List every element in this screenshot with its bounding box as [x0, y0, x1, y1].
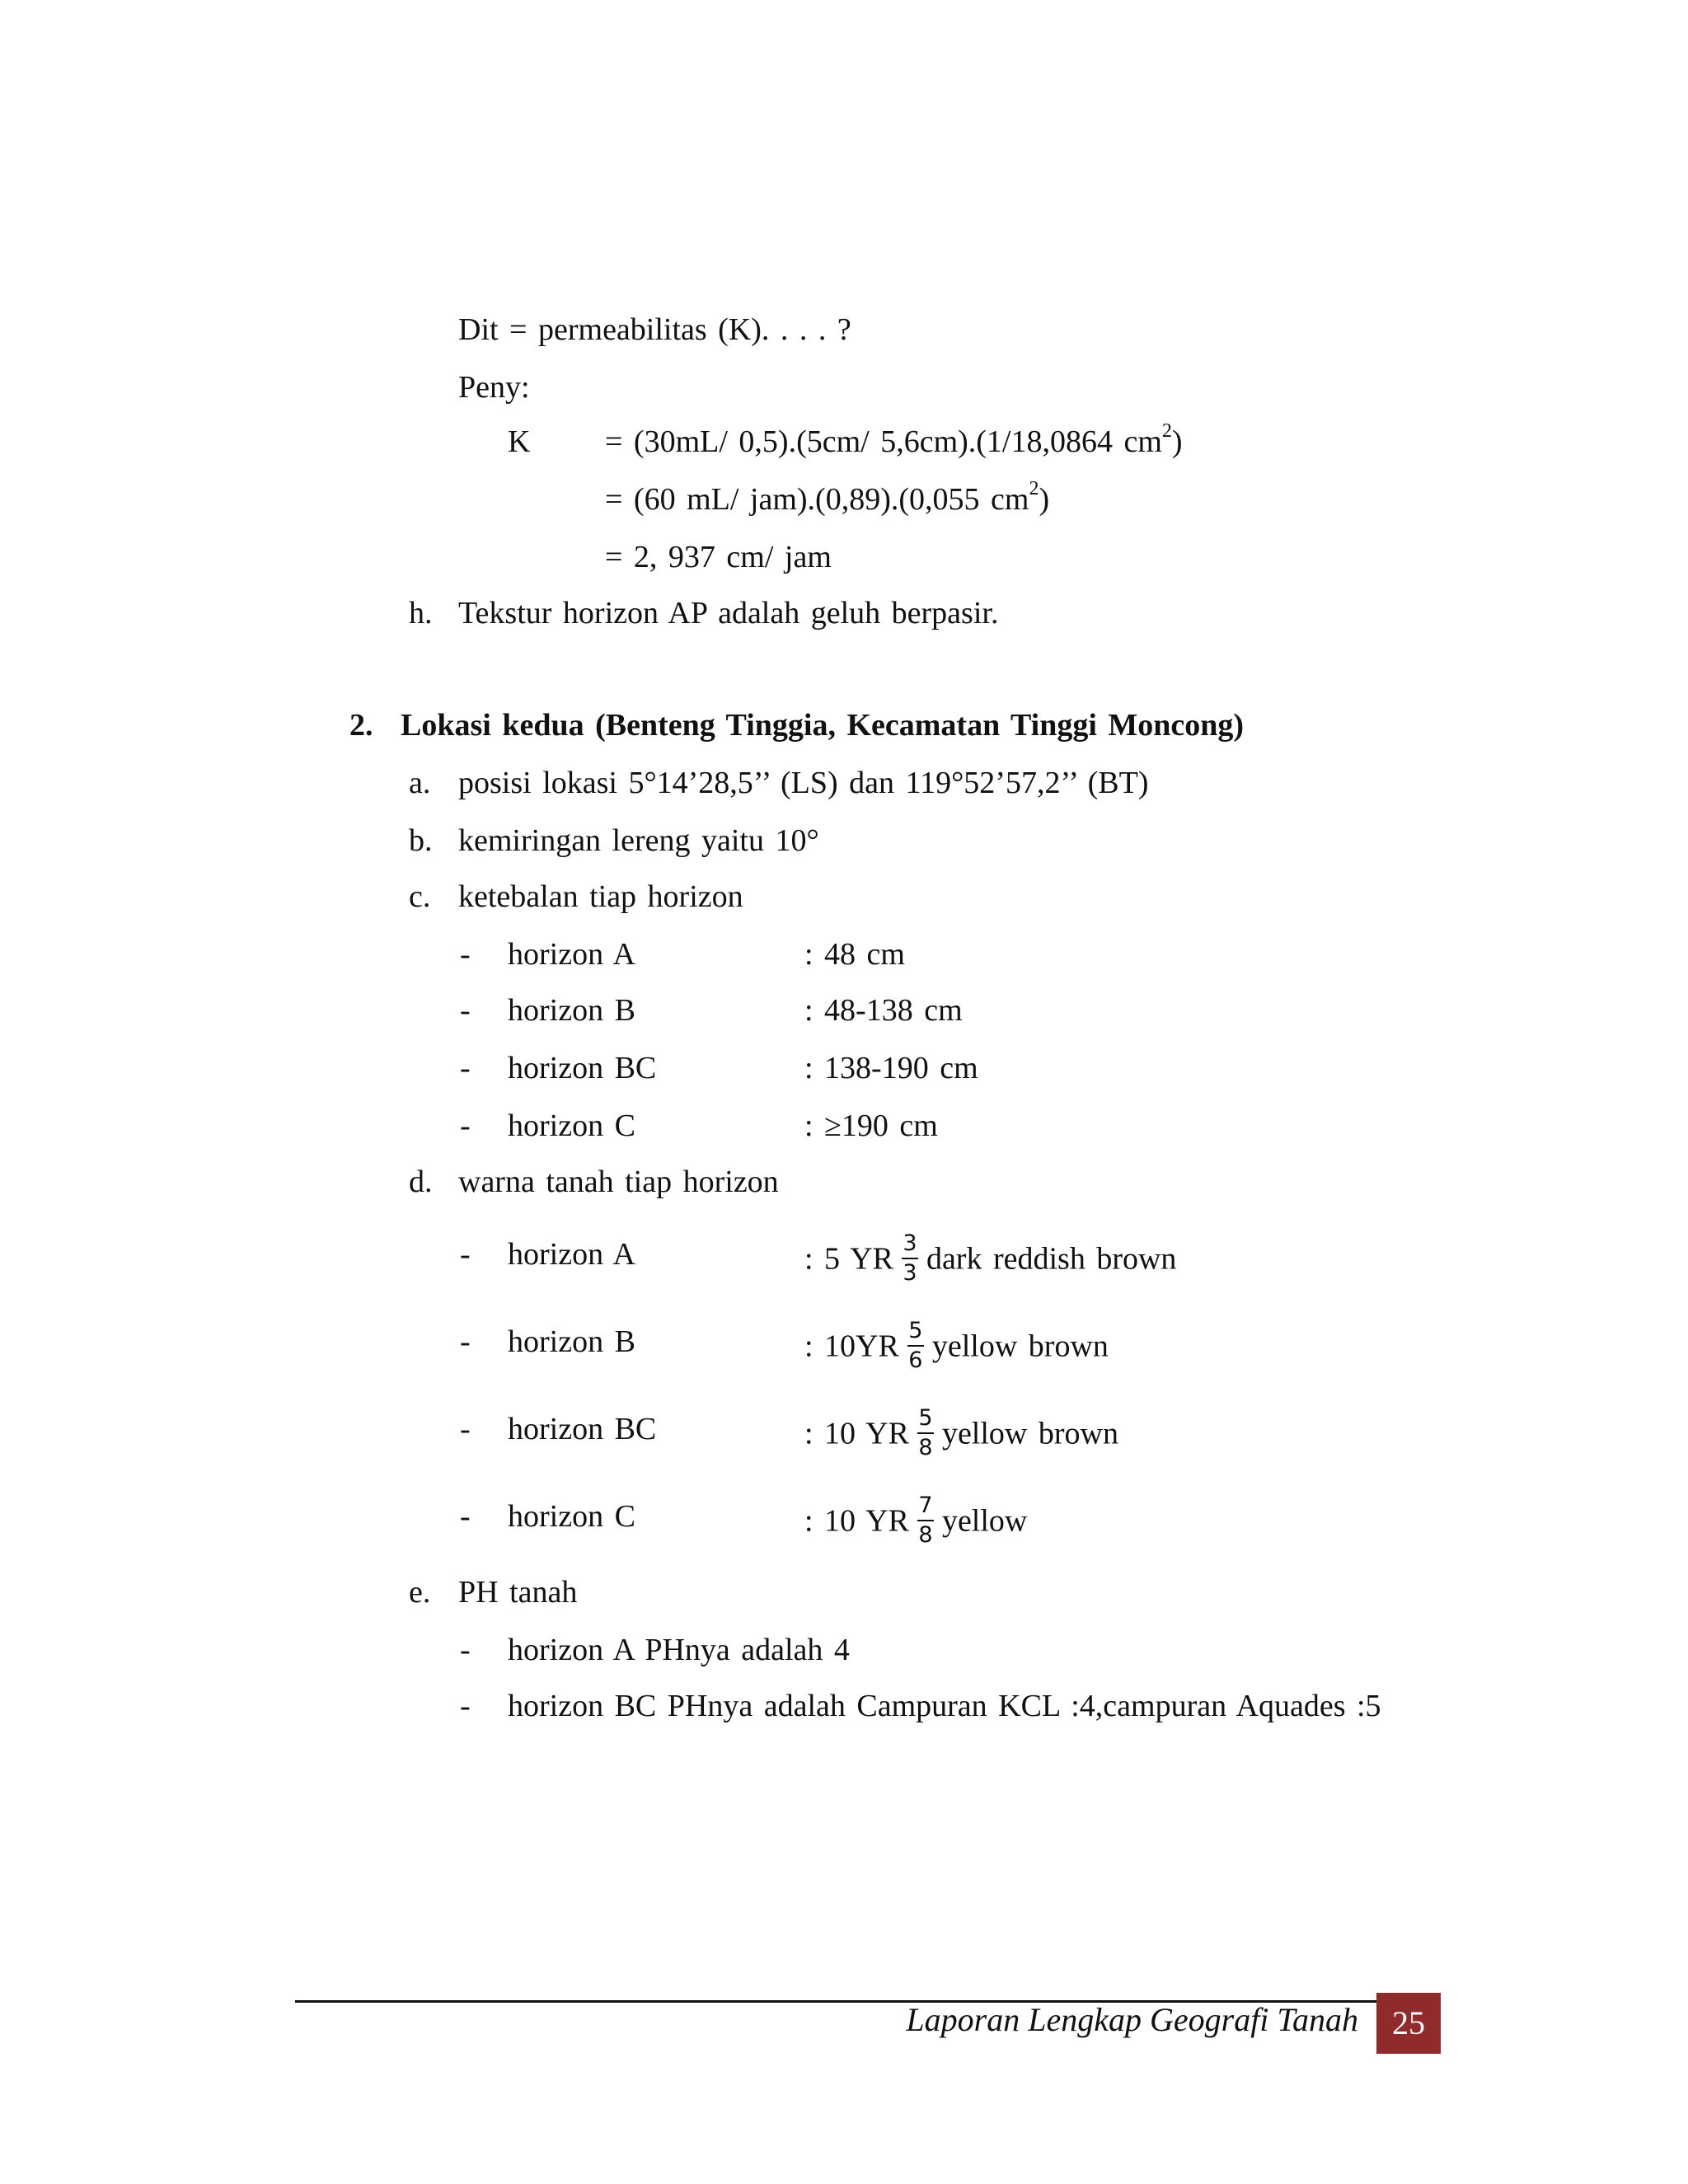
color-value [804, 1318, 1109, 1376]
calc-close: ) [1039, 482, 1050, 517]
calc-line-3: = 2, 937 cm/ jam [605, 540, 832, 574]
item-c-marker: c. [409, 879, 431, 914]
item-h-text: Tekstur horizon AP adalah geluh berpasir. [458, 596, 999, 630]
color-dash: - [460, 1324, 471, 1359]
fraction-numerator: 7 [918, 1493, 933, 1518]
thickness-value: : 138-190 cm [804, 1051, 978, 1085]
calc-close: ) [1171, 424, 1183, 459]
fraction-numerator: 5 [918, 1405, 933, 1431]
ph-text: horizon BC PHnya adalah Campuran KCL :4,campuran Aquades :5 [508, 1689, 1381, 1723]
section-2-title: Lokasi kedua (Benteng Tinggia, Kecamatan Tinggi Moncong) [401, 708, 1245, 743]
thickness-dash: - [460, 1108, 471, 1143]
item-e-text: PH tanah [458, 1575, 578, 1610]
thickness-value: : 48-138 cm [804, 993, 963, 1028]
color-dash: - [460, 1412, 471, 1446]
munsell-hue: : 10 YR [804, 1503, 909, 1539]
thickness-dash: - [460, 937, 471, 972]
munsell-fraction [907, 1319, 924, 1373]
item-h-marker: h. [409, 596, 433, 630]
thickness-label: horizon BC [508, 1051, 657, 1085]
fraction-denominator: 3 [903, 1260, 917, 1286]
fraction-denominator: 8 [918, 1522, 933, 1548]
color-label: horizon BC [508, 1412, 657, 1446]
thickness-label: horizon B [508, 993, 635, 1028]
munsell-hue: : 10YR [804, 1329, 899, 1364]
fraction-numerator: 3 [903, 1230, 917, 1256]
color-label: horizon B [508, 1324, 635, 1359]
section-2-number: 2. [349, 708, 373, 743]
calc-line-1 [605, 422, 1183, 462]
calc-variable: K [508, 424, 531, 459]
thickness-value: : 48 cm [804, 937, 905, 972]
thickness-dash: - [460, 1051, 471, 1085]
munsell-fraction [902, 1231, 918, 1286]
item-a-text: posisi lokasi 5°14’28,5’’ (LS) dan 119°52’57,2’’ (BT) [458, 766, 1149, 800]
calc-line-2 [605, 480, 1049, 519]
munsell-fraction [917, 1493, 934, 1548]
munsell-hue: : 10 YR [804, 1416, 909, 1451]
fraction-denominator: 8 [918, 1435, 933, 1460]
thickness-label: horizon A [508, 937, 635, 972]
item-b-text: kemiringan lereng yaitu 10° [458, 823, 819, 858]
color-description: yellow brown [941, 1416, 1118, 1451]
fraction-numerator: 5 [908, 1318, 923, 1343]
color-value [804, 1405, 1118, 1464]
superscript-2: 2 [1161, 420, 1172, 443]
item-c-text: ketebalan tiap horizon [458, 879, 743, 914]
ph-dash: - [460, 1633, 471, 1667]
color-value [804, 1493, 1028, 1551]
item-a-marker: a. [409, 766, 431, 800]
calc-line-1-text: = (30mL/ 0,5).(5cm/ 5,6cm).(1/18,0864 cm [605, 424, 1162, 459]
calc-line-2-text: = (60 mL/ jam).(0,89).(0,055 cm [605, 482, 1029, 517]
item-d-text: warna tanah tiap horizon [458, 1165, 779, 1199]
ph-text: horizon A PHnya adalah 4 [508, 1633, 850, 1667]
color-dash: - [460, 1499, 471, 1534]
color-description: yellow [941, 1503, 1028, 1539]
munsell-hue: : 5 YR [804, 1241, 893, 1277]
color-description: yellow brown [931, 1329, 1109, 1364]
given-question-line: Dit = permeabilitas (K). . . . ? [458, 312, 851, 347]
ph-dash: - [460, 1689, 471, 1723]
item-d-marker: d. [409, 1165, 433, 1199]
solution-label: Peny: [458, 370, 530, 405]
thickness-dash: - [460, 993, 471, 1028]
superscript-2: 2 [1029, 478, 1039, 500]
color-label: horizon C [508, 1499, 635, 1534]
color-value [804, 1230, 1177, 1289]
thickness-value: : ≥190 cm [804, 1108, 938, 1143]
color-description: dark reddish brown [926, 1241, 1177, 1277]
item-e-marker: e. [409, 1575, 431, 1610]
page-number-badge: 25 [1376, 1993, 1441, 2054]
thickness-label: horizon C [508, 1108, 635, 1143]
color-dash: - [460, 1237, 471, 1272]
color-label: horizon A [508, 1237, 635, 1272]
footer-title: Laporan Lengkap Geografi Tanah [906, 2001, 1358, 2038]
item-b-marker: b. [409, 823, 433, 858]
fraction-denominator: 6 [908, 1347, 923, 1373]
munsell-fraction [917, 1406, 934, 1460]
